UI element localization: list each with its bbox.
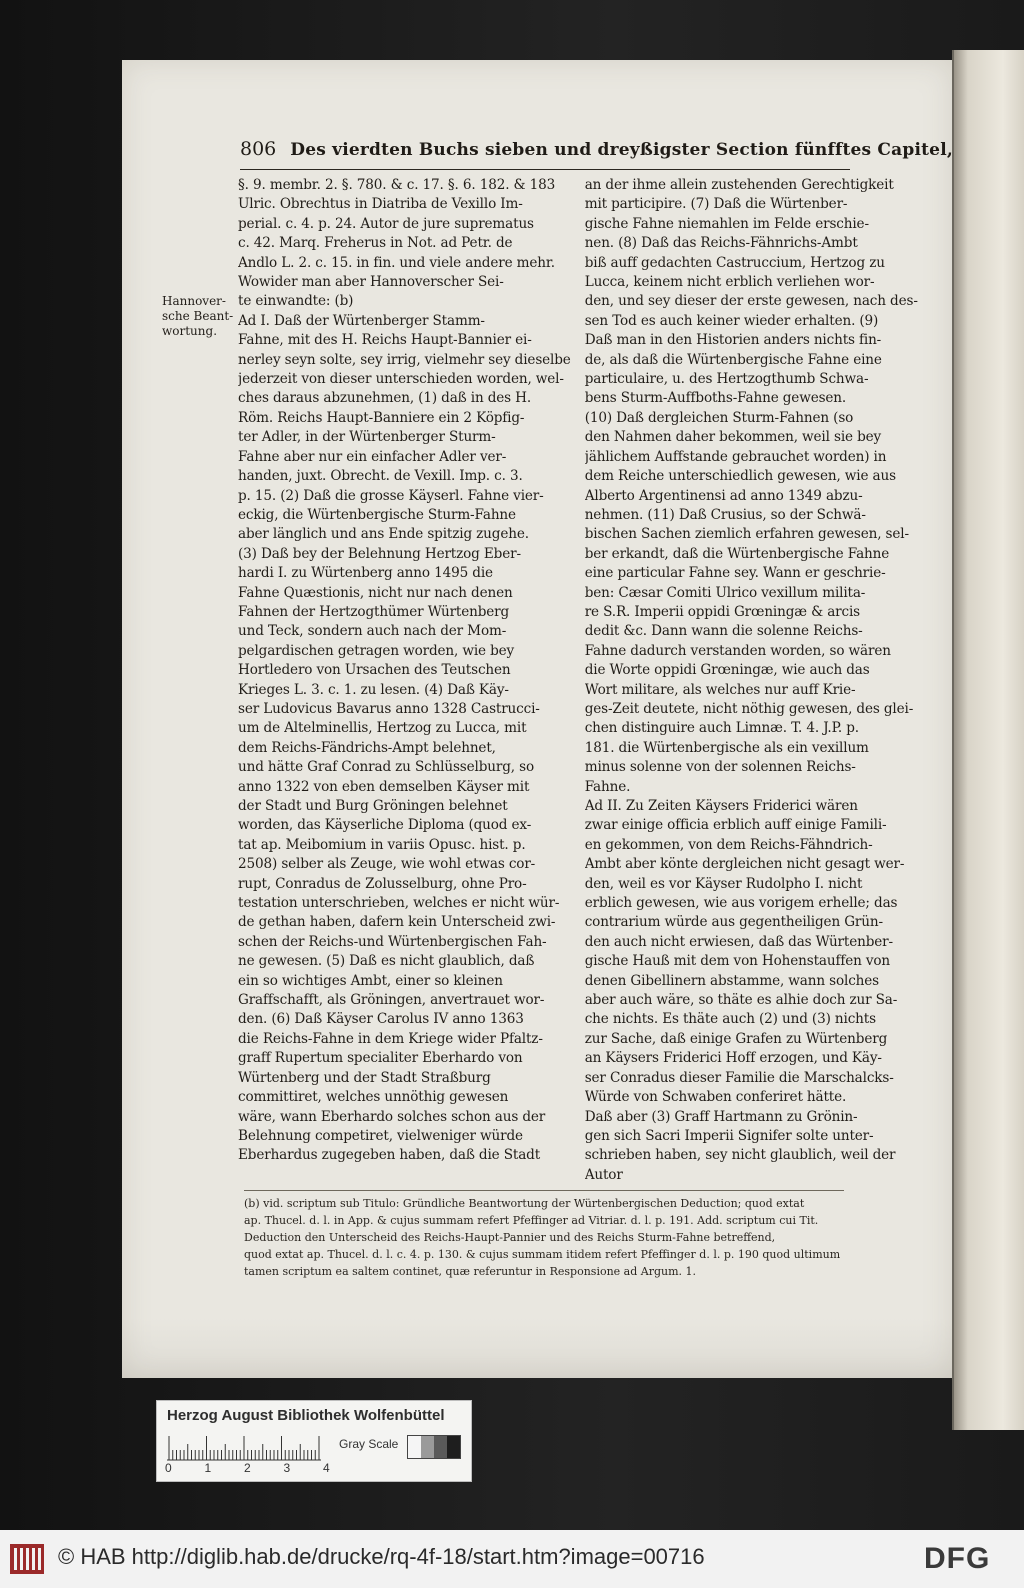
text-line: die Reichs-Fahne in dem Kriege wider Pfaltz- [238,1030,543,1047]
ruler-number: 3 [283,1461,291,1475]
color-calibration-bar [156,1400,472,1482]
text-line: nerley seyn solte, sey irrig, vielmehr sey dieselbe [238,351,571,368]
text-line: testation unterschrieben, welches er nicht wür- [238,895,560,912]
text-line: committiret, welches unnöthig gewesen [238,1089,509,1106]
text-line: Lucca, keinem nicht erblich verliehen wor- [584,274,875,291]
text-line: particulaire, u. des Hertzogthumb Schwa- [584,371,869,388]
text-line: Würde von Schwaben conferiret hätte. [584,1089,847,1106]
text-line: Hortledero von Ursachen des Teutschen [238,662,511,679]
marginal-line: Hannover- [162,294,226,308]
text-line: dem Reichs-Fändrichs-Ampt belehnet, [238,739,496,756]
text-line: re S.R. Imperii oppidi Grœningæ & arcis [584,603,860,620]
text-line: p. 15. (2) Daß die grosse Käyserl. Fahne vier- [238,487,544,504]
text-columns [238,176,918,1188]
text-line: ges-Zeit deutete, nicht nöthig gewesen, des glei- [584,700,914,717]
footnote-line: quod extat ap. Thucel. d. l. c. 4. p. 130. & cujus summam itidem refert Pfeffinger d. l. p. 190 quod ultimum [244,1248,841,1261]
text-line: gische Fahne niemahlen im Felde erschie- [584,215,869,232]
ruler-number: 0 [165,1461,172,1475]
text-line: Autor [584,1166,623,1183]
copyright-url: © HAB http://diglib.hab.de/drucke/rq-4f-18/start.htm?image=00716 [58,1544,705,1569]
text-line: Fahnen der Hertzogthümer Würtenberg [238,603,510,620]
text-line: den Nahmen daher bekommen, weil sie bey [584,429,882,446]
text-line: erblich gewesen, wie aus vorigem erhelle; das [584,895,898,912]
text-line: Würtenberg und der Stadt Straßburg [238,1069,491,1086]
text-line: tat ap. Meibomium in variis Opusc. hist. p. [238,836,526,853]
left-column [238,176,571,1188]
text-line: §. 9. membr. 2. §. 780. & c. 17. §. 6. 182. & 183 [238,177,556,193]
text-line: Fahne Quæstionis, nicht nur nach denen [238,584,513,601]
text-line: worden, das Käyserliche Diploma (quod ex- [238,817,532,834]
text-line: Fahne aber nur ein einfacher Adler ver- [238,448,507,465]
text-line: den, weil es vor Käyser Rudolpho I. nicht [584,875,863,892]
text-line: dem Reiche unterschiedlich gewesen, wie aus [584,468,896,485]
text-line: zur Sache, daß einige Grafen zu Würtenberg [584,1030,888,1047]
ruler-scale [167,1433,321,1461]
adjacent-page-edge [952,50,1024,1430]
dfg-logo: DFG [924,1542,991,1575]
text-line: Wowider man aber Hannoverscher Sei- [238,274,504,291]
text-line: ser Conradus dieser Familie die Marschalcks- [584,1069,894,1086]
text-line: den, und sey dieser der erste gewesen, nach des- [584,293,918,310]
text-line: anno 1322 von eben demselben Käyser mit [238,778,530,795]
text-line: rupt, Conradus de Zolusselburg, ohne Pro- [238,875,527,892]
running-head [240,138,953,170]
gray-swatch [447,1436,460,1458]
text-line: Alberto Argentinensi ad anno 1349 abzu- [584,487,863,504]
footnote-line: Deduction den Unterscheid des Reichs-Haupt-Pannier und des Reichs Sturm-Fahne betreffend, [244,1231,776,1244]
text-line: Fahne dadurch verstanden worden, so wären [584,642,891,659]
text-line: Krieges L. 3. c. 1. zu lesen. (4) Daß Käy- [238,681,509,698]
running-title: Des vierdten Buchs sieben und dreyßigster Section fünfftes Capitel, [290,140,953,160]
text-line: (3) Daß bey der Belehnung Hertzog Eber- [238,545,521,562]
text-line: ne gewesen. (5) Daß es nicht glaublich, daß [238,953,535,970]
text-line: gen sich Sacri Imperii Signifer solte unter- [584,1127,874,1144]
text-line: und hätte Graf Conrad zu Schlüsselburg, so [238,759,534,776]
text-line: Daß aber (3) Graff Hartmann zu Grönin- [584,1108,858,1125]
footnote-line: ap. Thucel. d. l. in App. & cujus summam refert Pfeffinger ad Vitriar. d. l. p. 191. Add. scriptum cui Tit. [244,1214,819,1227]
text-line: minus solenne von der solennen Reichs- [584,759,856,776]
marginal-note [162,294,236,339]
gray-swatch [408,1436,421,1458]
text-line: ber erkandt, daß die Würtenbergische Fahne [584,545,890,562]
text-line: de gethan haben, dafern kein Unterscheid zwi- [238,914,556,931]
library-name: Herzog August Bibliothek Wolfenbüttel [167,1407,445,1424]
text-line: Ulric. Obrechtus in Diatriba de Vexillo Im- [238,196,523,213]
text-line: aber länglich und ans Ende spitzig zugehe. [238,526,529,543]
text-line: pelgardischen getragen worden, wie bey [238,642,515,659]
hab-logo-icon [8,1540,46,1578]
text-line: aber auch wäre, so thäte es alhie doch zur Sa- [584,992,898,1009]
text-line: Röm. Reichs Haupt-Banniere ein 2 Köpfig- [238,409,525,426]
text-line: chen distinguire auch Limnæ. T. 4. J.P. p. [584,720,859,737]
text-line: Eberhardus zugegeben haben, daß die Stadt [238,1147,541,1164]
footnote [244,1190,844,1280]
text-line: Belehnung competiret, vielweniger würde [238,1127,523,1144]
text-line: ein so wichtiges Ambt, einer so kleinen [238,972,503,989]
ruler-number: 2 [244,1461,251,1475]
footer-bar [0,1530,1024,1588]
text-line: und Teck, sondern auch nach der Mom- [238,623,507,640]
text-line: schen der Reichs-und Würtenbergischen Fah- [238,933,547,950]
text-line: Ad II. Zu Zeiten Käysers Friderici wären [584,798,858,814]
text-line: handen, juxt. Obrecht. de Vexill. Imp. c. 3. [238,468,523,485]
gray-scale-label: Gray Scale [339,1437,399,1451]
book-page [122,60,952,1378]
text-line: biß auff gedachten Castruccium, Hertzog zu [584,254,885,271]
text-line: (10) Daß dergleichen Sturm-Fahnen (so [584,409,854,426]
text-line: Graffschafft, als Gröningen, anvertrauet wor- [238,992,545,1009]
text-line: schrieben haben, sey nicht glaublich, weil der [584,1147,896,1164]
text-line: die Worte oppidi Grœningæ, wie auch das [584,662,870,679]
text-line: Andlo L. 2. c. 15. in fin. und viele andere mehr. [238,254,555,271]
text-line: dedit &c. Dann wann die solenne Reichs- [584,623,863,640]
text-line: en gekommen, von dem Reichs-Fähndrich- [584,836,873,853]
text-line: mit participire. (7) Daß die Würtenber- [584,196,848,213]
text-line: te einwandte: (b) [238,293,354,310]
footnote-line: tamen scriptum ea saltem continet, quæ referuntur in Responsione ad Argum. 1. [244,1265,697,1278]
text-line: nehmen. (11) Daß Crusius, so der Schwä- [584,506,866,523]
text-line: ches daraus abzunehmen, (1) daß in des H. [238,390,532,407]
text-line: Fahne. [584,778,631,795]
marginal-line: sche Beant- [162,309,234,323]
marginal-line: wortung. [162,324,218,338]
text-line: Ad I. Daß der Würtenberger Stamm- [238,312,485,329]
text-line: de, als daß die Würtenbergische Fahne eine [584,351,882,368]
text-line: ter Adler, in der Würtenberger Sturm- [238,429,496,446]
text-line: contrarium würde aus gegentheiligen Grün- [584,914,883,931]
ruler-number: 1 [204,1461,212,1475]
text-line: 181. die Würtenbergische als ein vexillum [584,739,869,756]
text-line: bens Sturm-Auffboths-Fahne gewesen. [584,390,847,407]
gray-scale-swatches [407,1435,461,1459]
gray-swatch [434,1436,447,1458]
text-line: c. 42. Marq. Freherus in Not. ad Petr. de [238,235,513,252]
text-line: den auch nicht erwiesen, daß das Würtenber- [584,933,893,950]
text-line: che nichts. Es thäte auch (2) und (3) nichts [584,1011,876,1028]
text-line: bischen Sachen ziemlich erfahren gewesen, sel- [584,526,909,543]
text-line: perial. c. 4. p. 24. Autor de jure suprematus [238,215,534,232]
text-line: den. (6) Daß Käyser Carolus IV anno 1363 [238,1011,524,1028]
text-line: eine particular Fahne sey. Wann er geschrie- [584,565,886,582]
page-number: 806 [240,138,277,160]
text-line: gische Hauß mit dem von Hohenstauffen von [584,953,891,970]
footnote-line: (b) vid. scriptum sub Titulo: Gründliche Beantwortung der Würtenbergischen Deduction; quod extat [244,1197,805,1210]
text-line: denen Gibellinern abstamme, wann solches [584,972,879,989]
text-line: graff Rupertum specialiter Eberhardo von [238,1050,523,1067]
text-line: ben: Cæsar Comiti Ulrico vexillum milita- [584,584,866,601]
text-line: jederzeit von dieser unterschieden worden, wel- [238,371,564,388]
text-line: Wort militare, als welches nur auff Krie- [584,681,856,698]
text-line: sen Tod es auch keiner wieder erhalten. (9) [584,312,879,329]
text-line: hardi I. zu Würtenberg anno 1495 die [238,565,493,582]
text-line: der Stadt und Burg Gröningen belehnet [238,798,508,814]
text-line: Ambt aber könte dergleichen nicht gesagt wer- [584,856,905,873]
gray-swatch [421,1436,434,1458]
text-line: an Käysers Friderici Hoff erzogen, und Käy- [584,1050,882,1067]
text-line: nen. (8) Daß das Reichs-Fähnrichs-Ambt [584,235,858,252]
ruler-numbers [165,1461,335,1477]
text-line: an der ihme allein zustehenden Gerechtigkeit [584,177,894,193]
text-line: ser Ludovicus Bavarus anno 1328 Castrucci- [238,700,540,717]
text-line: um de Altelminellis, Hertzog zu Lucca, mit [238,720,527,737]
text-line: wäre, wann Eberhardo solches schon aus der [238,1108,546,1125]
text-line: jählichem Auffstande gebrauchet worden) in [584,448,887,465]
text-line: 2508) selber als Zeuge, wie wohl etwas cor- [238,856,536,873]
text-line: zwar einige officia erblich auff einige Famili- [584,817,887,834]
text-line: Daß man in den Historien anders nichts fin- [584,332,882,349]
right-column [585,176,918,1188]
ruler-number: 4 [323,1461,330,1475]
text-line: Fahne, mit des H. Reichs Haupt-Bannier ei- [238,332,532,349]
text-line: eckig, die Würtenbergische Sturm-Fahne [238,506,516,523]
